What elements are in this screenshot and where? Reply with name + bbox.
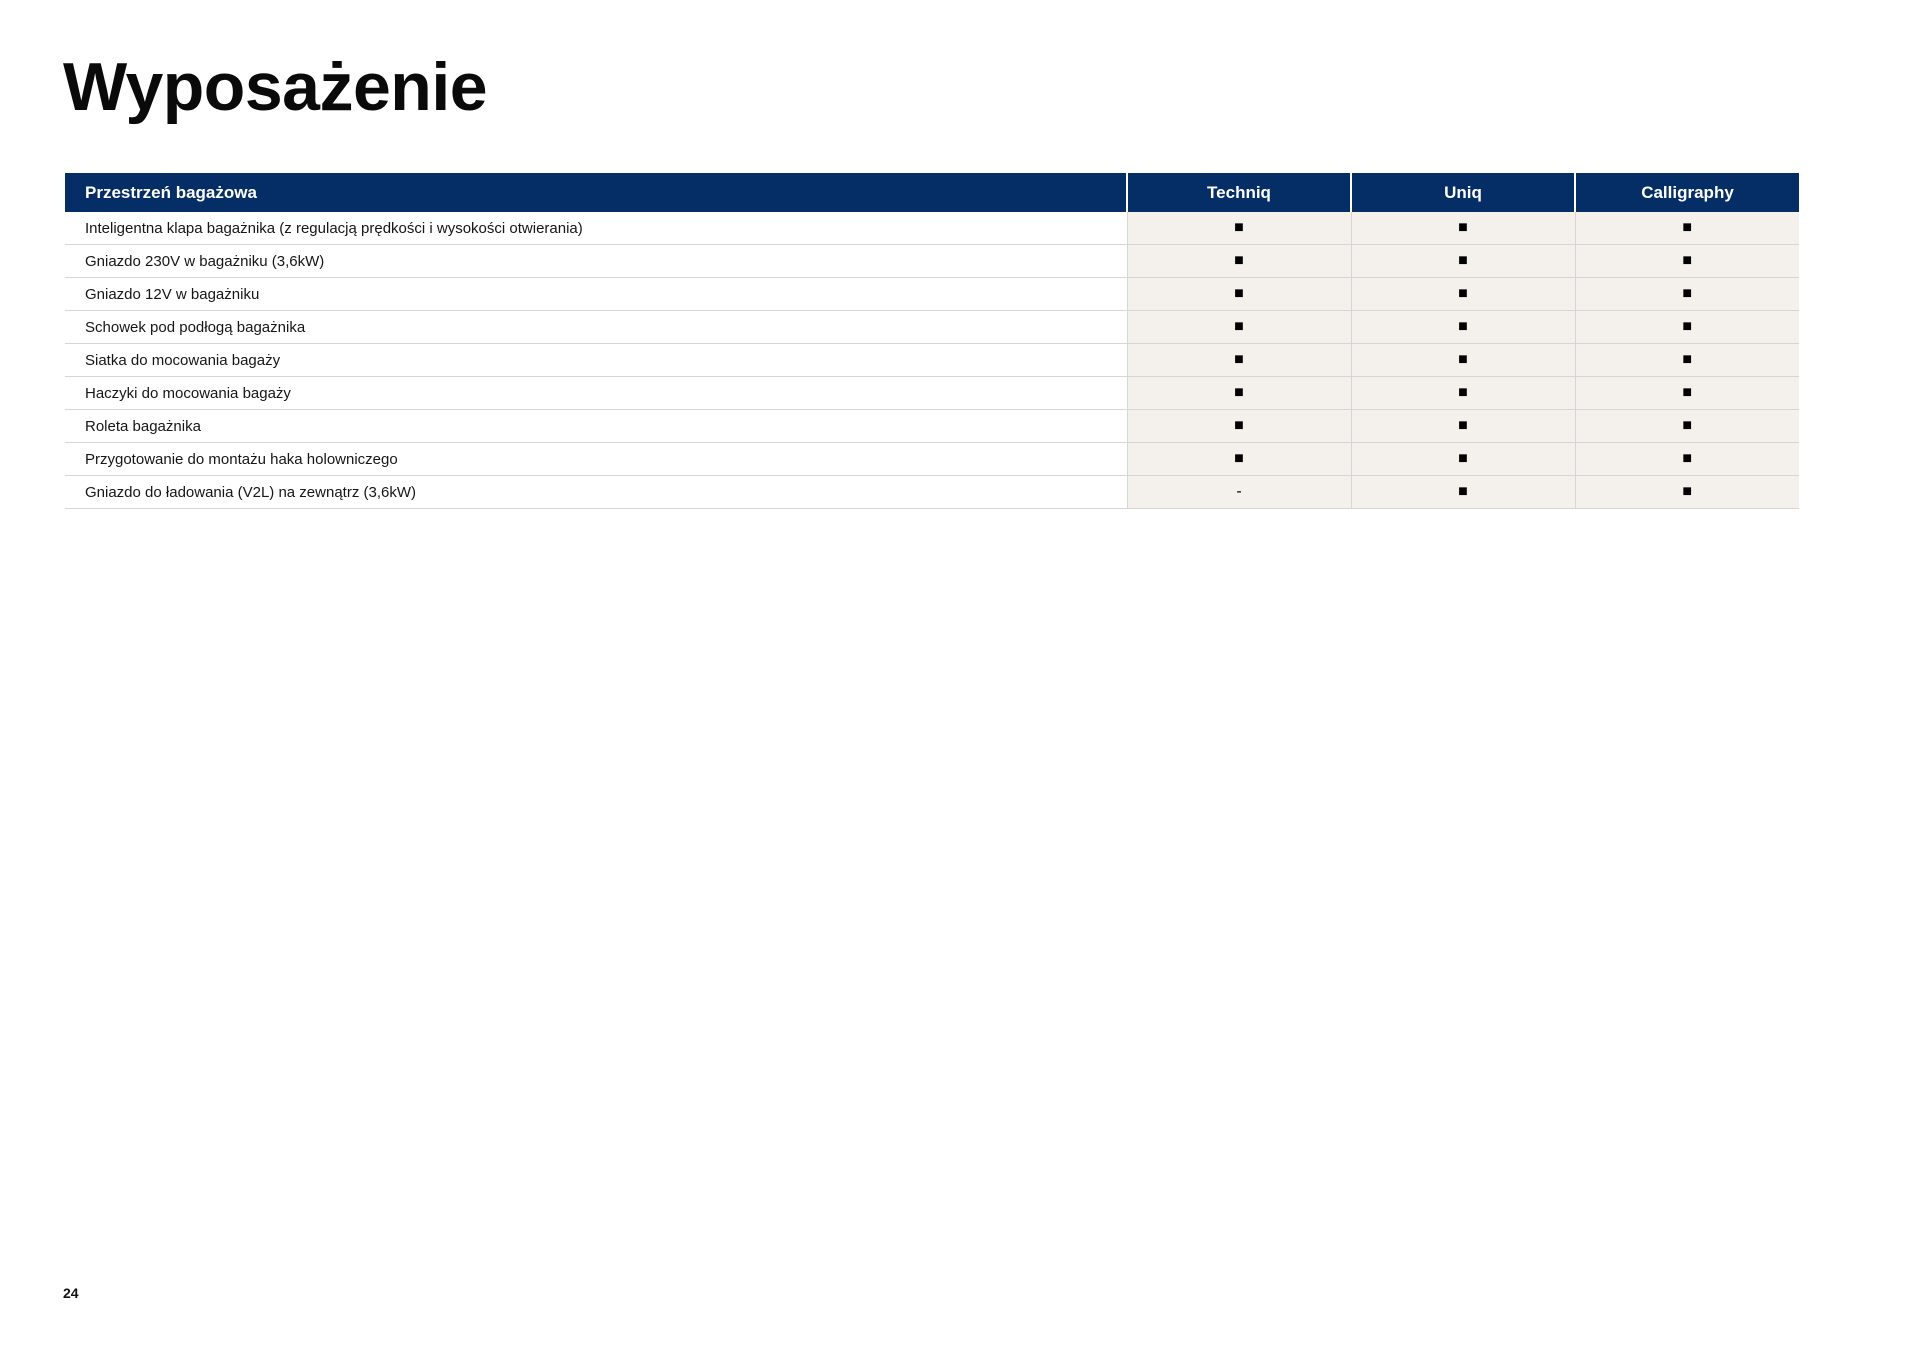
availability-mark: ■ bbox=[1575, 443, 1799, 476]
availability-mark: ■ bbox=[1127, 311, 1351, 344]
feature-name: Gniazdo 230V w bagażniku (3,6kW) bbox=[65, 245, 1127, 278]
availability-mark: ■ bbox=[1351, 311, 1575, 344]
availability-mark: ■ bbox=[1127, 377, 1351, 410]
trim-header-calligraphy: Calligraphy bbox=[1575, 173, 1799, 212]
availability-mark: ■ bbox=[1575, 212, 1799, 245]
feature-name: Siatka do mocowania bagaży bbox=[65, 344, 1127, 377]
availability-mark: ■ bbox=[1575, 377, 1799, 410]
table-row bbox=[65, 311, 1799, 344]
availability-mark: ■ bbox=[1351, 410, 1575, 443]
feature-name: Haczyki do mocowania bagaży bbox=[65, 377, 1127, 410]
trim-header-techniq: Techniq bbox=[1127, 173, 1351, 212]
availability-mark: ■ bbox=[1351, 377, 1575, 410]
availability-mark: ■ bbox=[1351, 245, 1575, 278]
table-row bbox=[65, 278, 1799, 311]
availability-mark: ■ bbox=[1351, 344, 1575, 377]
availability-mark: ■ bbox=[1575, 344, 1799, 377]
equipment-table bbox=[65, 173, 1799, 509]
availability-mark: ■ bbox=[1351, 443, 1575, 476]
availability-mark: - bbox=[1127, 476, 1351, 509]
table-row bbox=[65, 344, 1799, 377]
availability-mark: ■ bbox=[1575, 278, 1799, 311]
availability-mark: ■ bbox=[1575, 311, 1799, 344]
table-row bbox=[65, 245, 1799, 278]
feature-name: Gniazdo 12V w bagażniku bbox=[65, 278, 1127, 311]
feature-name: Gniazdo do ładowania (V2L) na zewnątrz (3,6kW) bbox=[65, 476, 1127, 509]
availability-mark: ■ bbox=[1127, 344, 1351, 377]
table-row bbox=[65, 377, 1799, 410]
table-row bbox=[65, 476, 1799, 509]
availability-mark: ■ bbox=[1351, 278, 1575, 311]
page-number: 24 bbox=[63, 1285, 79, 1301]
availability-mark: ■ bbox=[1127, 278, 1351, 311]
page-title: Wyposażenie bbox=[63, 49, 488, 125]
feature-name: Przygotowanie do montażu haka holowniczego bbox=[65, 443, 1127, 476]
availability-mark: ■ bbox=[1127, 245, 1351, 278]
feature-name: Schowek pod podłogą bagażnika bbox=[65, 311, 1127, 344]
availability-mark: ■ bbox=[1351, 212, 1575, 245]
availability-mark: ■ bbox=[1575, 245, 1799, 278]
availability-mark: ■ bbox=[1575, 410, 1799, 443]
availability-mark: ■ bbox=[1127, 410, 1351, 443]
section-header: Przestrzeń bagażowa bbox=[65, 173, 1127, 212]
availability-mark: ■ bbox=[1127, 212, 1351, 245]
table-row bbox=[65, 212, 1799, 245]
availability-mark: ■ bbox=[1351, 476, 1575, 509]
feature-name: Roleta bagażnika bbox=[65, 410, 1127, 443]
table-row bbox=[65, 443, 1799, 476]
availability-mark: ■ bbox=[1575, 476, 1799, 509]
table-header-row bbox=[65, 173, 1799, 212]
trim-header-uniq: Uniq bbox=[1351, 173, 1575, 212]
feature-name: Inteligentna klapa bagażnika (z regulacją prędkości i wysokości otwierania) bbox=[65, 212, 1127, 245]
availability-mark: ■ bbox=[1127, 443, 1351, 476]
table-row bbox=[65, 410, 1799, 443]
